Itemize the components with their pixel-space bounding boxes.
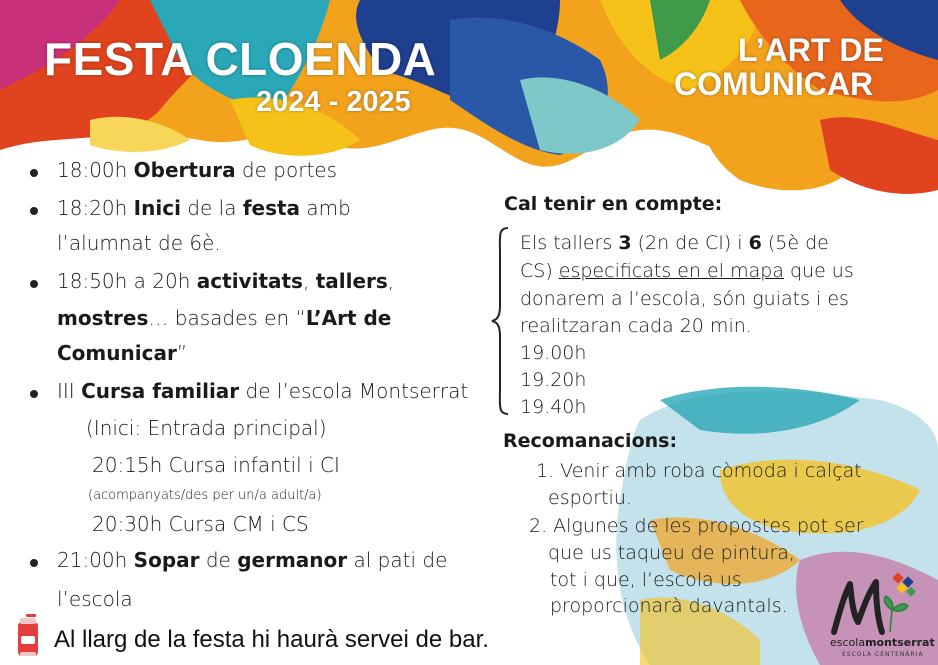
workshop-time: 19.40h bbox=[520, 396, 587, 418]
schedule-item-activities-line2: mostres… basades en “L’Art de bbox=[57, 306, 392, 330]
notice-line2: CS) especificats en el mapa que us bbox=[520, 260, 854, 282]
notice-line1: Els tallers 3 (2n de CI) i 6 (5è de bbox=[520, 232, 829, 254]
theme-title-line2: COMUNICAR bbox=[674, 66, 874, 102]
bullet-icon bbox=[30, 207, 38, 215]
recommendations-heading: Recomanacions: bbox=[503, 430, 678, 452]
map-reference: especificats en el mapa bbox=[558, 260, 784, 282]
poster-title: FESTA CLOENDA bbox=[44, 33, 437, 85]
recommendation-2-line3: tot i que, l’escola us bbox=[550, 569, 742, 591]
recommendation-1-cont: esportiu. bbox=[548, 487, 632, 509]
recommendation-1: 1. Venir amb roba còmoda i calçat bbox=[536, 460, 862, 482]
bullet-icon bbox=[30, 280, 38, 288]
schedule-item-activities: 18:50h a 20h activitats, tallers, bbox=[57, 269, 395, 293]
schedule-item-start: 18:20h Inici de la festa amb bbox=[57, 196, 351, 220]
school-logo bbox=[830, 570, 926, 640]
school-logo-name: escolamontserrat bbox=[830, 636, 935, 649]
schedule-item-activities-line3: Comunicar” bbox=[57, 341, 188, 365]
recommendation-2-line2: que us taqueu de pintura, bbox=[548, 542, 795, 564]
workshop-time: 19.20h bbox=[520, 369, 587, 391]
schedule-item-opening: 18:00h Obertura de portes bbox=[57, 158, 338, 182]
soda-can-icon bbox=[14, 614, 42, 660]
recommendation-2-line4: proporcionarà davantals. bbox=[550, 595, 788, 617]
schedule-item-dinner-line2: l’escola bbox=[57, 587, 133, 611]
schedule-item-race: III Cursa familiar de l’escola Montserrat bbox=[57, 379, 469, 403]
school-year: 2024 - 2025 bbox=[256, 86, 411, 118]
curly-brace-icon bbox=[490, 226, 512, 416]
workshop-time: 19.00h bbox=[520, 342, 587, 364]
race-cm-cs-time: 20:30h Cursa CM i CS bbox=[92, 512, 309, 536]
race-infant-time: 20:15h Cursa infantil i CI bbox=[92, 453, 340, 477]
bullet-icon bbox=[30, 559, 38, 567]
notice-line3: donarem a l’escola, són guiats i es bbox=[520, 288, 849, 310]
race-note: (acompanyats/des per un/a adult/a) bbox=[88, 488, 322, 503]
school-logo-subtitle: ESCOLA CENTENÀRIA bbox=[842, 651, 924, 658]
race-start-location: (Inici: Entrada principal) bbox=[86, 416, 327, 440]
theme-title-line1: L’ART DE bbox=[738, 32, 884, 68]
recommendation-2: 2. Algunes de les propostes pot ser bbox=[529, 515, 864, 537]
notice-heading: Cal tenir en compte: bbox=[504, 193, 723, 215]
bullet-icon bbox=[30, 169, 38, 177]
notice-line4: realitzaran cada 20 min. bbox=[520, 315, 752, 337]
bullet-icon bbox=[30, 390, 38, 398]
schedule-item-start-line2: l’alumnat de 6è. bbox=[57, 231, 221, 255]
bar-service-note: Al llarg de la festa hi haurà servei de bar. bbox=[54, 626, 489, 653]
schedule-item-dinner: 21:00h Sopar de germanor al pati de bbox=[57, 548, 448, 572]
